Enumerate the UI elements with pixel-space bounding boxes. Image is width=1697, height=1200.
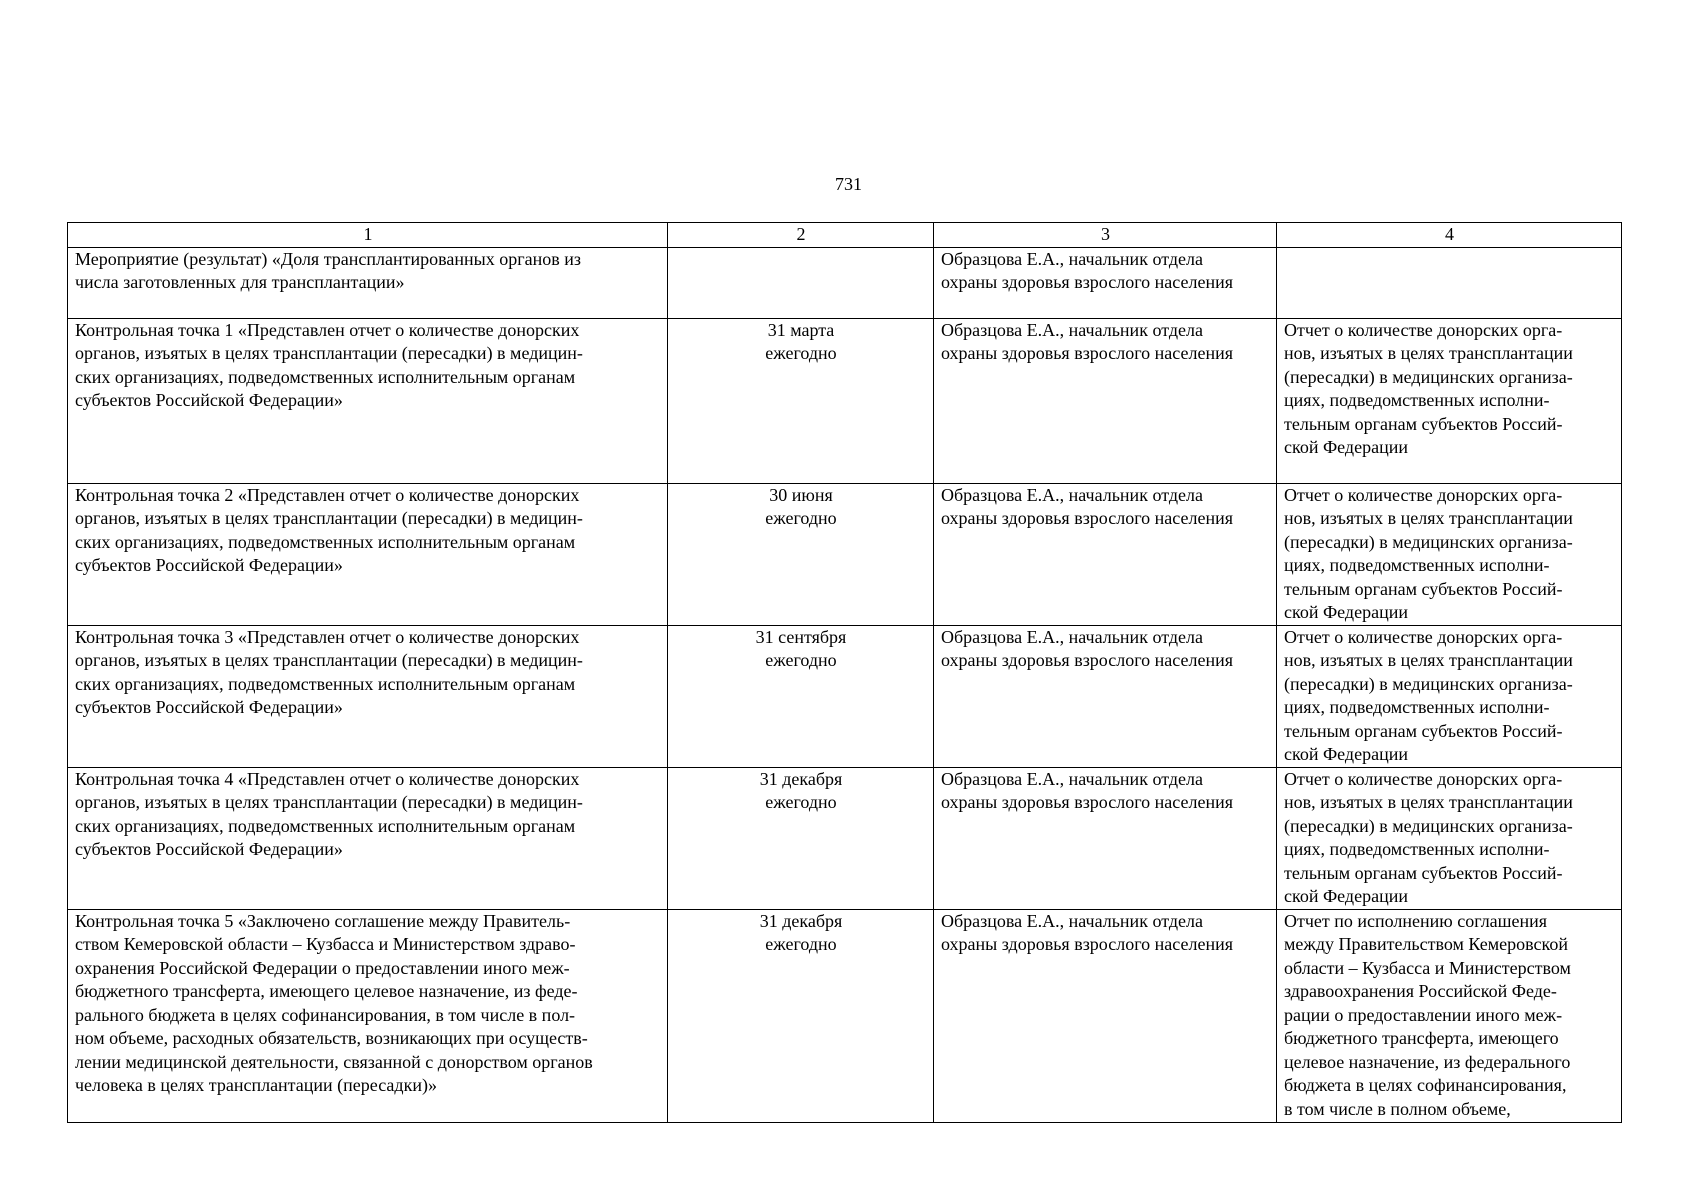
responsible-text: Образцова Е.А., начальник отдела охраны здоровья взрослого населения bbox=[941, 626, 1233, 670]
event-text: Контрольная точка 1 «Представлен отчет о количестве донорских органов, изъятых в целях трансплантации (пересадки) в медицин- ских организациях, подведомственных исполнительным органам субъектов Российской Федерации» bbox=[75, 319, 583, 410]
document-cell bbox=[1277, 767, 1622, 909]
deadline-text: 31 декабря ежегодно bbox=[759, 910, 843, 954]
event-text: Контрольная точка 3 «Представлен отчет о количестве донорских органов, изъятых в целях трансплантации (пересадки) в медицин- ских организациях, подведомственных исполнительным органам субъектов Российской Федерации» bbox=[75, 626, 583, 717]
event-text: Контрольная точка 4 «Представлен отчет о количестве донорских органов, изъятых в целях трансплантации (пересадки) в медицин- ских организациях, подведомственных исполнительным органам субъектов Российской Федерации» bbox=[75, 768, 583, 859]
document-cell bbox=[1277, 247, 1622, 318]
responsible-cell bbox=[934, 318, 1277, 483]
document-cell bbox=[1277, 625, 1622, 767]
page-number: 731 bbox=[835, 174, 862, 194]
column-header-1: 1 bbox=[68, 223, 668, 248]
event-cell bbox=[68, 247, 668, 318]
document-cell bbox=[1277, 483, 1622, 625]
table-row bbox=[68, 909, 1622, 1122]
table-row bbox=[68, 247, 1622, 318]
event-cell bbox=[68, 909, 668, 1122]
document-text: Отчет о количестве донорских орга- нов, изъятых в целях трансплантации (пересадки) в медицинских организа- циях, подведомственных исполни- тельным органам субъектов Россий- ской Федерации bbox=[1284, 626, 1573, 764]
responsible-cell bbox=[934, 483, 1277, 625]
event-cell bbox=[68, 625, 668, 767]
event-text: Контрольная точка 2 «Представлен отчет о количестве донорских органов, изъятых в целях трансплантации (пересадки) в медицин- ских организациях, подведомственных исполнительным органам субъектов Российской Федерации» bbox=[75, 484, 583, 575]
deadline-text: 31 декабря ежегодно bbox=[759, 768, 843, 812]
deadline-cell bbox=[668, 483, 934, 625]
responsible-cell bbox=[934, 767, 1277, 909]
responsible-text: Образцова Е.А., начальник отдела охраны здоровья взрослого населения bbox=[941, 910, 1233, 954]
deadline-cell bbox=[668, 318, 934, 483]
responsible-text: Образцова Е.А., начальник отдела охраны здоровья взрослого населения bbox=[941, 319, 1233, 363]
deadline-cell bbox=[668, 767, 934, 909]
deadline-cell bbox=[668, 625, 934, 767]
responsible-cell bbox=[934, 625, 1277, 767]
deadline-text: 30 июня ежегодно bbox=[765, 484, 837, 528]
table-row bbox=[68, 483, 1622, 625]
column-header-2: 2 bbox=[668, 223, 934, 248]
column-header-3: 3 bbox=[934, 223, 1277, 248]
responsible-text: Образцова Е.А., начальник отдела охраны здоровья взрослого населения bbox=[941, 768, 1233, 812]
responsible-text: Образцова Е.А., начальник отдела охраны здоровья взрослого населения bbox=[941, 484, 1233, 528]
event-cell bbox=[68, 767, 668, 909]
document-cell bbox=[1277, 909, 1622, 1122]
deadline-text: 31 сентября ежегодно bbox=[755, 626, 847, 670]
document-text: Отчет по исполнению соглашения между Правительством Кемеровской области – Кузбасса и Министерством здравоохранения Российской Феде- рации о предоставлении иного меж- бюджетного трансферта, имеющего целевое назначение, из федерального бюджета в целях софинансирования, в том числе в полном объеме, bbox=[1284, 910, 1571, 1119]
responsible-cell bbox=[934, 247, 1277, 318]
table-row bbox=[68, 767, 1622, 909]
event-text: Контрольная точка 5 «Заключено соглашение между Правитель- ством Кемеровской области – Кузбасса и Министерством здраво- охранения Российской Федерации о предоставлении иного меж- бюджетного трансферта, имеющего целевое назначение, из феде- рального бюджета в целях софинансирования, в том числе в пол- ном объеме, расходных обязательств, возникающих при осуществ- лении медицинской деятельности, связанной с донорством органов человека в целях трансплантации (пересадки)» bbox=[75, 910, 593, 1095]
document-text: Отчет о количестве донорских орга- нов, изъятых в целях трансплантации (пересадки) в медицинских организа- циях, подведомственных исполни- тельным органам субъектов Россий- ской Федерации bbox=[1284, 768, 1573, 906]
document-text: Отчет о количестве донорских орга- нов, изъятых в целях трансплантации (пересадки) в медицинских организа- циях, подведомственных исполни- тельным органам субъектов Россий- ской Федерации bbox=[1284, 484, 1573, 622]
responsible-text: Образцова Е.А., начальник отдела охраны здоровья взрослого населения bbox=[941, 248, 1233, 292]
table-header-row bbox=[68, 223, 1622, 248]
document-text: Отчет о количестве донорских орга- нов, изъятых в целях трансплантации (пересадки) в медицинских организа- циях, подведомственных исполни- тельным органам субъектов Россий- ской Федерации bbox=[1284, 319, 1573, 457]
event-cell bbox=[68, 318, 668, 483]
plan-table bbox=[67, 222, 1622, 1123]
column-header-4: 4 bbox=[1277, 223, 1622, 248]
document-cell bbox=[1277, 318, 1622, 483]
deadline-text: 31 марта ежегодно bbox=[765, 319, 837, 363]
deadline-cell bbox=[668, 247, 934, 318]
table-row bbox=[68, 318, 1622, 483]
deadline-cell bbox=[668, 909, 934, 1122]
table-row bbox=[68, 625, 1622, 767]
responsible-cell bbox=[934, 909, 1277, 1122]
event-text: Мероприятие (результат) «Доля трансплантированных органов из числа заготовленных для трансплантации» bbox=[75, 248, 582, 292]
event-cell bbox=[68, 483, 668, 625]
